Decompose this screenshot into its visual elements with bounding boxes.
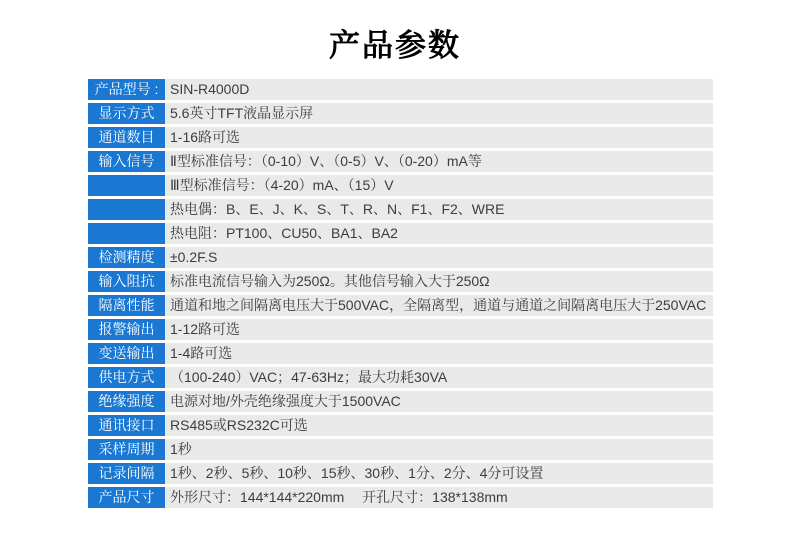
table-row (88, 343, 713, 364)
table-row (88, 295, 713, 316)
row-value: 电源对地/外壳绝缘强度大于1500VAC (165, 391, 713, 412)
row-label: 报警输出 (88, 319, 165, 340)
row-value: 1-12路可选 (165, 319, 713, 340)
row-label (88, 175, 165, 196)
row-value: 1-16路可选 (165, 127, 713, 148)
row-label: 输入信号 (88, 151, 165, 172)
row-value: 热电偶：B、E、J、K、S、T、R、N、F1、F2、WRE (165, 199, 713, 220)
row-label: 采样周期 (88, 439, 165, 460)
table-row (88, 247, 713, 268)
row-value: （100-240）VAC；47-63Hz；最大功耗30VA (165, 367, 713, 388)
row-label: 通道数目 (88, 127, 165, 148)
row-label: 供电方式 (88, 367, 165, 388)
row-value: RS485或RS232C可选 (165, 415, 713, 436)
table-row (88, 439, 713, 460)
row-value: Ⅲ型标准信号：（4-20）mA、（15）V (165, 175, 713, 196)
row-value: 外形尺寸：144*144*220mm 开孔尺寸：138*138mm (165, 487, 713, 508)
page-title: 产品参数 (329, 28, 461, 63)
row-label: 检测精度 (88, 247, 165, 268)
row-value: 标准电流信号输入为250Ω。其他信号输入大于250Ω (165, 271, 713, 292)
table-row (88, 391, 713, 412)
table-row (88, 223, 713, 244)
table-row (88, 271, 713, 292)
row-label (88, 199, 165, 220)
row-value: 热电阻：PT100、CU50、BA1、BA2 (165, 223, 713, 244)
row-value: 5.6英寸TFT液晶显示屏 (165, 103, 713, 124)
table-row (88, 463, 713, 484)
spec-table (88, 79, 713, 511)
row-label: 显示方式 (88, 103, 165, 124)
row-value: 1秒、2秒、5秒、10秒、15秒、30秒、1分、2分、4分可设置 (165, 463, 713, 484)
table-row (88, 151, 713, 172)
table-row (88, 199, 713, 220)
row-value: Ⅱ型标准信号：（0-10）V、（0-5）V、（0-20）mA等 (165, 151, 713, 172)
table-row (88, 175, 713, 196)
row-label: 产品尺寸 (88, 487, 165, 508)
table-row (88, 319, 713, 340)
table-row (88, 79, 713, 100)
row-value: SIN-R4000D (165, 79, 713, 100)
row-label: 通讯接口 (88, 415, 165, 436)
row-label (88, 223, 165, 244)
row-value: 通道和地之间隔离电压大于500VAC，全隔离型，通道与通道之间隔离电压大于250VAC (165, 295, 713, 316)
table-row (88, 415, 713, 436)
row-label: 记录间隔 (88, 463, 165, 484)
row-label: 绝缘强度 (88, 391, 165, 412)
row-label: 输入阻抗 (88, 271, 165, 292)
table-row (88, 367, 713, 388)
table-row (88, 127, 713, 148)
row-value: 1-4路可选 (165, 343, 713, 364)
row-value: ±0.2F.S (165, 247, 713, 268)
table-row (88, 103, 713, 124)
row-label: 产品型号 : (88, 79, 165, 100)
row-value: 1秒 (165, 439, 713, 460)
table-row (88, 487, 713, 508)
row-label: 变送输出 (88, 343, 165, 364)
row-label: 隔离性能 (88, 295, 165, 316)
